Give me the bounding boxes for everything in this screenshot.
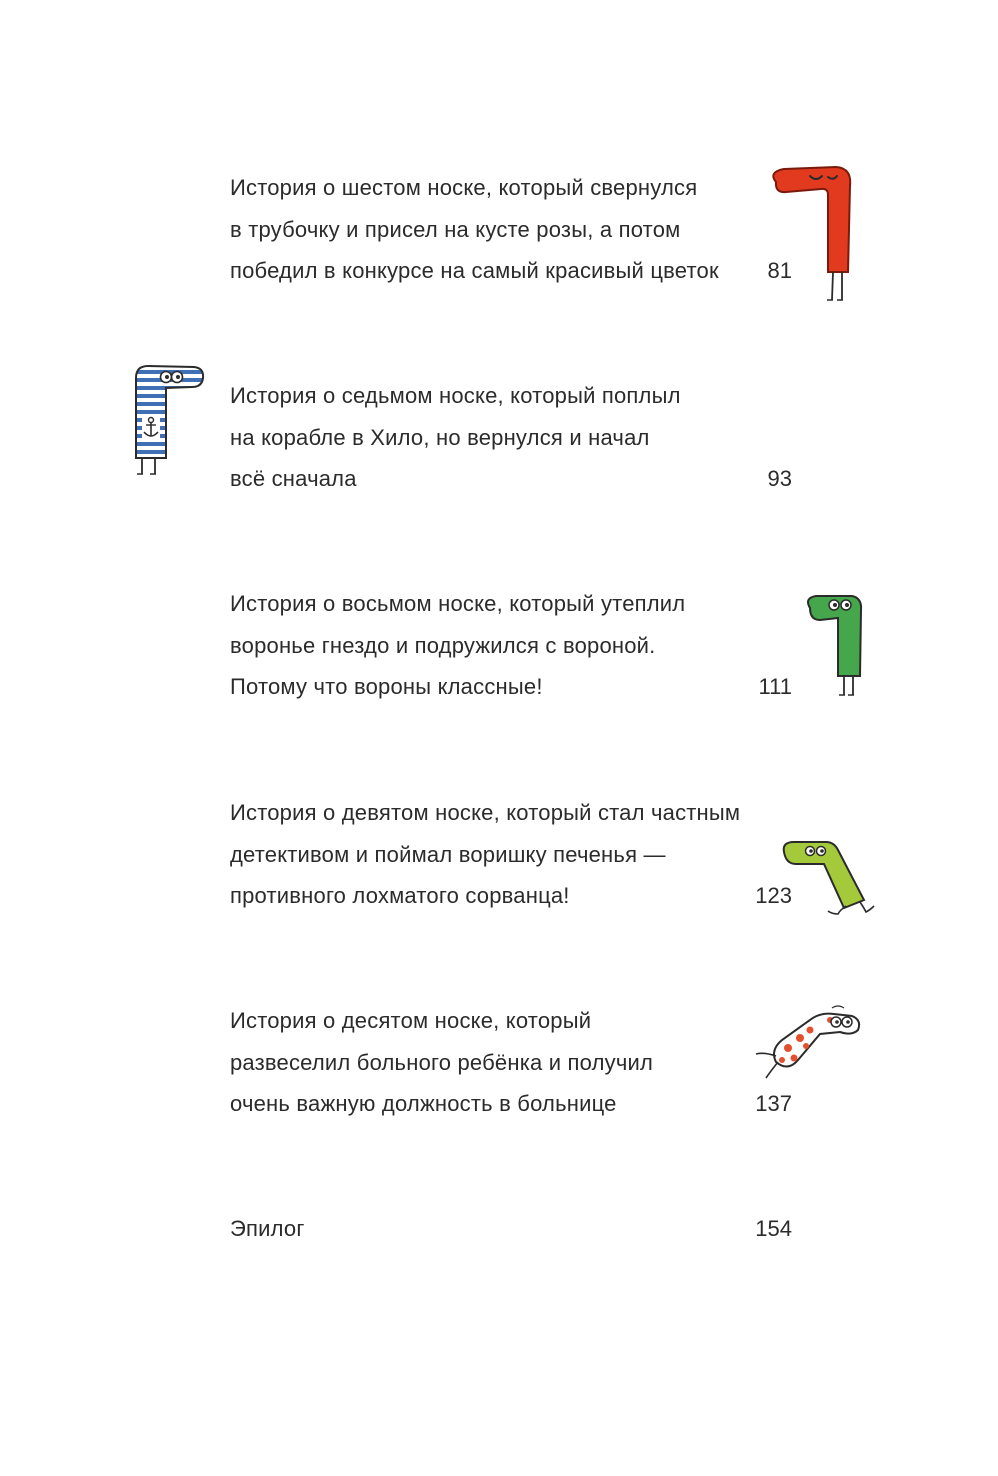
toc-page-number: 111 <box>758 674 792 699</box>
toc-entry-text: История о девятом носке, который стал частным <box>230 800 741 825</box>
toc-page-number: 154 <box>755 1216 792 1241</box>
toc-entry-text: История о десятом носке, который <box>230 1008 592 1033</box>
polka-dot-sock-illustration <box>748 1000 868 1084</box>
toc-entry-text: детективом и поймал воришку печенья — <box>230 841 666 867</box>
toc-entry-10 <box>230 1000 750 1125</box>
toc-entry-text: победил в конкурсе на самый красивый цветок <box>230 258 719 283</box>
toc-entry-text: в трубочку и присел на кусте розы, а потом <box>230 216 681 242</box>
toc-entry-text: Эпилог <box>230 1216 305 1241</box>
toc-entry-text: История о седьмом носке, который поплыл <box>230 383 681 408</box>
green-sock-illustration <box>800 590 870 702</box>
toc-entry-9 <box>230 792 750 917</box>
toc-entry-text: очень важную должность в больнице <box>230 1091 617 1116</box>
toc-page-number: 81 <box>767 258 792 283</box>
toc-entry-8 <box>230 583 750 708</box>
toc-page-number: 137 <box>755 1091 792 1116</box>
toc-entry-text: История о восьмом носке, который утеплил <box>230 591 686 616</box>
lime-sock-illustration <box>778 836 878 918</box>
toc-entry-7 <box>230 375 750 500</box>
striped-sailor-sock-illustration <box>128 362 218 480</box>
toc-entry-text: Потому что вороны классные! <box>230 674 543 699</box>
toc-page-number: 93 <box>767 466 792 491</box>
toc-page-number: 123 <box>755 883 792 908</box>
toc-entry-text: противного лохматого сорванца! <box>230 883 570 908</box>
toc-entry-epilogue <box>230 1208 750 1250</box>
toc-entry-6 <box>230 167 750 292</box>
toc-entry-text: воронье гнездо и подружился с вороной. <box>230 632 656 658</box>
toc-entry-text: на корабле в Хило, но вернулся и начал <box>230 424 650 450</box>
red-sock-illustration <box>762 160 862 310</box>
toc-entry-text: всё сначала <box>230 466 357 491</box>
toc-entry-text: развеселил больного ребёнка и получил <box>230 1049 654 1075</box>
toc-entry-text: История о шестом носке, который свернулся <box>230 175 698 200</box>
